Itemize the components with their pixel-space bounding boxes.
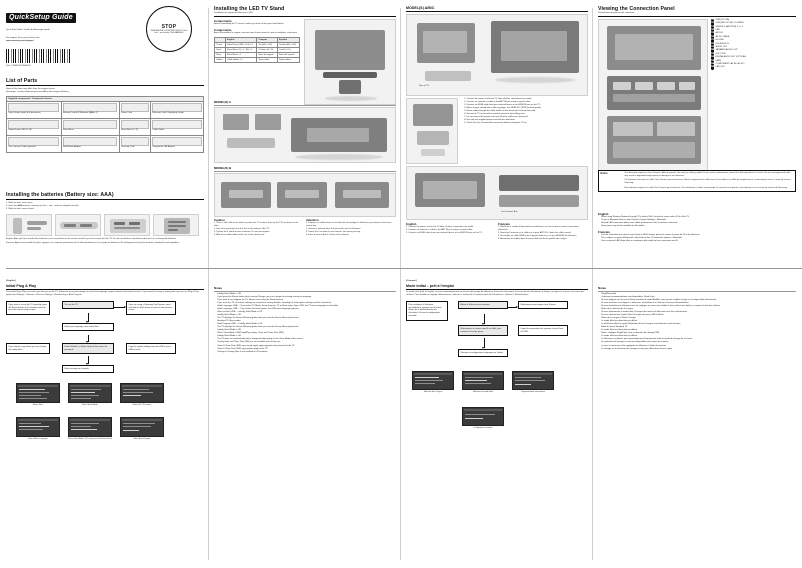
list-item: • Le clonage ou les données de clonage ne sont pas offerts dans tous les pays.	[601, 348, 796, 351]
remote-figure-1	[6, 214, 52, 236]
port-label: VOL-CTRL	[715, 52, 726, 55]
list-item: • The TV does not automatically detect equipment depending on the Clone Mode of the source.	[217, 338, 396, 341]
components-fr-sub: Avant d'assembler le support, assurez-vous d'avoir toutes les pièces indiquées ci-dessous.	[214, 31, 298, 34]
list-of-parts-section	[6, 78, 204, 153]
list-item: • Some ports may not be available on all models.	[601, 225, 796, 228]
caution-en-3: 3. Tighten the 4 stand screws clockwise. Do not over-tighten.	[214, 231, 270, 234]
rear-notes-fr-title: Français	[498, 222, 510, 226]
list-item: • Initially, Hotel Mode is Off.	[217, 293, 396, 296]
list-item: • Notes : réglages Plug&Play, clone et données de clonage (SW)	[601, 332, 796, 335]
foot-fr-list	[598, 234, 796, 243]
cell-es: Cuello (I / D)	[277, 48, 299, 53]
list-item: • Clone & Clone Data (SW) copy applies apply to the TV.	[217, 348, 396, 351]
column-3	[406, 0, 588, 568]
cell-en: Cable Holder x 1	[225, 58, 257, 63]
list-item: • When using Wireless Network through TV's built-in Wi-Fi, locate the router within 50 ft of the TV.	[601, 216, 796, 219]
list-item: • Notes de la Langue à l'hôtel à l'usage	[601, 317, 796, 320]
flow-step-turn-on: Turn on the TV.	[62, 301, 114, 309]
part-label: Quick Setup Guide (this document)	[8, 112, 41, 115]
one-connect-figure	[406, 166, 588, 220]
flow-fr-step-language: Sélectionnez votre langue, puis Suivant.	[518, 301, 568, 309]
part-label: Stand Neck (L / R)	[120, 129, 138, 132]
column-divider-3	[592, 8, 593, 560]
battery-caution-en: English: After you have installed the batteries, press any button on the remote control to pair the remote with the TV. Do not mix alkaline, standard (carbon-zinc) or rechargeable batteries.	[6, 238, 177, 241]
model-line: Quick Start Guide / Guide de démarrage rapide	[6, 29, 50, 31]
port-label: ANT IN	[715, 32, 723, 35]
port-label: COMPONENT / AV IN / AV IN 1	[715, 62, 745, 65]
connection-footnotes	[598, 212, 796, 243]
caution-fr-2: 2. Insérez la colonne dans la fente située sous le téléviseur.	[306, 228, 361, 231]
screen-fr-autoprogram	[512, 371, 554, 393]
list-item: • Le mode hôtel est désactivé par défaut.	[601, 329, 796, 332]
screen-fr-autoprogram-caption: Programmation automatique	[521, 390, 545, 393]
battery-step-1: 1. Slide the back cover open.	[6, 201, 33, 204]
list-item: • Hotel Program USB — Initially, Hotel Mode is Off.	[217, 323, 396, 326]
list-item: • A wired LAN connection offers more stable performance than a wireless connection.	[601, 222, 796, 225]
list-item	[601, 351, 796, 354]
notice-label: Notice	[600, 172, 608, 176]
caution-fr	[306, 218, 394, 237]
remote-figure-4	[153, 214, 199, 236]
column-divider-1	[208, 8, 209, 560]
caution-en-2: 2. Insert the stand neck into the slot on the bottom of the TV.	[214, 228, 270, 231]
part-label: Cable Holder	[152, 129, 165, 132]
port-number: 12	[711, 56, 714, 59]
flow-note-skip: If you skip the step above, you can change the setting later.	[6, 343, 50, 354]
screen-language	[16, 383, 60, 406]
list-item: • When to Hotel USB — Initially, Hotel Mode is Off.	[217, 311, 396, 314]
table-row	[215, 58, 300, 63]
flow-note-tip: If you are using a Samsung One Remote, press and hold the Back button to return to the previous screen.	[126, 301, 176, 314]
list-item: • Pour coupler un appareil Bluetooth, sélectionnez Son > Paramètres experts > Bluetooth.	[601, 237, 796, 240]
screen-fr-done-caption: Configuration terminée	[473, 426, 493, 429]
list-item: • 2. Connect an antenna or cable to the ANT IN jack using a coaxial cable.	[464, 101, 585, 104]
list-item: • When Clone Mode, USB Plug&Play setting, Clone and Clone Data (SW)	[217, 332, 396, 335]
list-item: • Initially, Hotel Mode is Off.	[217, 314, 396, 317]
pnp-notes-en-title: Notes	[214, 286, 223, 290]
remote-figure-3	[104, 214, 150, 236]
list-item: • La mise à niveau peut être appliquée au téléviseur à l'aide du terminal.	[601, 345, 796, 348]
screen-terms	[120, 417, 164, 440]
caution-en-title: Caution	[214, 218, 225, 222]
pnp-lang-en: [ English ]	[6, 280, 17, 282]
cell-part: Screw	[215, 43, 226, 48]
notice-box	[598, 170, 796, 192]
parts-table	[6, 96, 204, 153]
screen-hotel-caption: Select Hotel Mode.	[82, 403, 98, 406]
part-label: Component / AV Adapter	[152, 146, 176, 149]
rear-note-fr-2: 2. Branchez l'antenne ou le câble sur la prise ANT IN à l'aide d'un câble coaxial.	[498, 232, 572, 235]
caution-en	[214, 218, 302, 237]
port-number: 11	[711, 52, 714, 55]
rear-note-en-3: 3. Connect an HDMI cable from your external device to an HDMI IN port on the TV.	[406, 232, 483, 235]
notice-body-en: This television requires a One Connect cable to operate. Use only the cable provided. If you need a replacement, contact the Samsung Service Center. Use of a non-approved cable may result in degraded image quality or damage to the television.	[624, 172, 791, 178]
pnp-notes-en-section	[214, 286, 396, 354]
cell-fr: Colonne (G / D)	[257, 48, 277, 53]
parts-note-2: Remarque : certains éléments peuvent différer des images affichées.	[6, 90, 70, 93]
rear-notes-en-title: English	[406, 222, 417, 226]
barcode	[6, 49, 70, 63]
battery-caution-fr: Français: Après avoir installé les piles, appuyez sur n'importe quel bouton de la télécommande pour la coupler au téléviseur. Ne mélangez pas les piles alcalines, standard et rechargeables.	[6, 242, 180, 245]
battery-title: Installing the batteries (Battery size: AAA)	[6, 192, 114, 198]
column-2	[214, 0, 396, 568]
parts-table-header: Supplied components / Composants fournis	[7, 97, 204, 102]
list-item: • The TV displays the Screen Mirroring guide when you start the Screen Mirroring function.	[217, 317, 396, 320]
screen-language-caption: Select Start.	[32, 403, 44, 406]
screen-location-caption: Select the TV location.	[132, 403, 152, 406]
caution-fr-3: 3. Serrez les 4 vis dans le sens horaire. Ne serrez pas trop.	[306, 231, 361, 234]
list-item: • Si vous sélectionnez l'option hôtel, la langue du menu USB s'affiche.	[601, 314, 796, 317]
port-number: 6	[712, 35, 714, 38]
list-item: • Une connexion LAN filaire offre un rendement plus stable qu'une connexion sans fil.	[601, 240, 796, 243]
pnp-flow-en	[6, 299, 204, 451]
notice-body-fr: Ce téléviseur nécessite un câble One Connect pour fonctionner. Utilisez uniquement le câble fourni. Pour obtenir un câble de remplacement, communiquez avec le centre de service Samsung.	[624, 179, 791, 185]
cell-en: Stand Screw (M4 x L14) x 4	[225, 43, 257, 48]
col-head-es: Español	[277, 38, 299, 43]
cell-part: Holder	[215, 58, 226, 63]
cell-es: Tornillo (M4 x L14)	[277, 43, 299, 48]
pnp-notes-fr-title: Notes	[598, 286, 607, 290]
screen-fr-hotel-caption: Sélection du mode hôtel	[472, 390, 494, 393]
screen-fr-hotel	[462, 371, 504, 393]
remote-figure-2	[55, 214, 101, 236]
connection-port-list	[711, 19, 795, 171]
notice-heading	[600, 172, 622, 189]
part-label: Power Cord	[120, 112, 132, 115]
flow-step-network: Select Wireless or Wired network, then enter the password.	[62, 343, 114, 354]
stop-circle	[146, 6, 192, 52]
list-item: • Lors de l'utilisation d'un réseau sans fil par le Wi-Fi intégré, placez le routeur à moins de 15 m du téléviseur.	[601, 234, 796, 237]
part-label: Stand Base	[62, 129, 74, 132]
models-b-figure	[214, 173, 396, 217]
port-number: 5	[712, 32, 714, 35]
stand-assembly-figure	[304, 19, 396, 105]
cell-part: Base	[215, 53, 226, 58]
list-item: • If you press the Return button while running Change, you can change the existing country or language.	[217, 296, 396, 299]
list-item: • The TV displays the Screen Mirroring guide when you start the Screen Mirroring function.	[217, 326, 396, 329]
port-label: VARIABLE AUDIO OUT	[715, 49, 738, 52]
pnp-intro-en: The initial Plug & Play runs when you first turn on the TV. Follow the on-screen prompts to select the language, region, network and channel source. If you need to change a setting later, you can run Plug & Play again from Settings > General > Reset or Settings > Broadcasting > Auto Program.	[6, 291, 199, 297]
rear-note-fr-3: 3. Raccordez un câble HDMI entre l'appareil externe et un port HDMI IN du téléviseur.	[498, 235, 577, 238]
stand-title: Installing the LED TV Stand	[214, 6, 285, 12]
list-item: • Initially, Hotel Mode is Off.	[217, 329, 396, 332]
list-item: • Plug&Play initial	[601, 293, 796, 296]
list-item: • Si vous sélectionnez le mode hôtel, la langue des menus du téléviseur peut être sélectionnée.	[601, 311, 796, 314]
foot-en-title: English	[598, 212, 609, 216]
cell-fr: Serre-câble	[257, 58, 277, 63]
battery-step-2: 2. Insert two AAA batteries, making sure the + and – ends are aligned correctly.	[6, 204, 79, 207]
list-item: • Le mode hôtel est désactivé par défaut.	[601, 335, 796, 338]
rear-title: MODEL(S) A/B/C	[406, 6, 435, 10]
list-item: • Cloning or Cloning Data is not available in all countries.	[217, 351, 396, 354]
list-item: • Les données de clonage ne sont pas disponibles avec toutes les sources.	[601, 341, 796, 344]
cell-fr: Base du support	[257, 53, 277, 58]
port-number: 1	[712, 18, 714, 21]
pnp-notes-en-list	[214, 293, 396, 354]
support-line: For support, file or print, please visit:	[6, 37, 40, 40]
rear-note-en-2: 2. Connect an antenna or cable to the ANT IN jack using a coaxial cable.	[406, 229, 473, 232]
rear-figure-detail	[406, 98, 458, 164]
list-item: • Certaines recommandations sont disponibles : Mode Lock.	[601, 296, 796, 299]
list-item: • 4. When using a set-top box or Blu-ray player, use HDMI IN 1 (STB) for best quality.	[464, 107, 585, 110]
screen-terms-caption: Select Auto Program	[133, 437, 151, 440]
flow-step-usb-copy: Copy the system settings from the USB or use a USB to finish.	[126, 343, 176, 354]
screen-fr-language-caption: Sélection de la langue	[423, 390, 443, 393]
caution-fr-1: 1. Déposez un chiffon doux sur la table afin de protéger le téléviseur, puis placez l'écran face vers le bas.	[306, 222, 392, 228]
screen-fr-language	[412, 371, 454, 393]
rear-note-en-1: 1. Connect the power cord to the TV after all other connections are made.	[406, 226, 474, 228]
list-item: • If you reset the TV, all current settings are restored to factory defaults, including the hotel option settings and the channel list.	[217, 302, 396, 305]
port-label: DATA	[715, 59, 721, 62]
port-row	[711, 66, 795, 69]
list-item: • Standard TV Menu mode.	[217, 320, 396, 323]
pnp-title-fr: Mode initial – prêt à l'emploi	[406, 283, 454, 288]
screen-hotel-mode	[68, 383, 112, 406]
list-item: • 7. Do not connect the power cord until all other cables are connected.	[464, 116, 585, 119]
support-url[interactable]: www.samsung.com/support	[6, 40, 34, 43]
list-item: • Si vous réinitialisez le téléviseur, tous les réglages en cours sont rétablis à leurs valeurs par défaut, y compris la liste des chaînes.	[601, 305, 796, 308]
connection-subtitle: Présentation du panneau de connexion	[598, 12, 635, 14]
port-number: 3	[712, 25, 714, 28]
caution-fr-4: 4. Fixez le serre-câble à l'arrière de la colonne.	[306, 234, 350, 237]
flow-fr-step-finish: Terminez la configuration et appuyez sur Quitter.	[458, 349, 508, 357]
port-label: USB (HDD 5V 1A) / CLONING	[715, 22, 744, 25]
flow-note-start: If you want to set up the TV manually, press the Return button on the remote control to go to the manual setup screen.	[6, 301, 50, 314]
column-divider-2	[400, 8, 401, 560]
brand-logo: QuickSetup Guide	[6, 13, 76, 24]
part-label: One Connect Cable (optional)	[8, 146, 36, 149]
cell-en: Stand Neck (L) x 1 / (R) x 1	[225, 48, 257, 53]
rear-note-fr-1: 1. Branchez le cordon d'alimentation au téléviseur une fois toutes les autres connexions effectuées.	[498, 226, 579, 232]
rear-figure-caption-1: Rear of TV	[419, 84, 430, 87]
list-item: • Mode du menu Standard TV.	[601, 326, 796, 329]
list-item: • Clone & Clone Data (SW) copy stored apply, apply upgrade using terminal to the TV.	[217, 345, 396, 348]
list-item: • Le mode hôtel est désactivé par défaut.	[601, 320, 796, 323]
cell-fr: Vis (M4 x L14)	[257, 43, 277, 48]
list-item: • To pair a Bluetooth device, select Sound > Expert Settings > Bluetooth.	[601, 219, 796, 222]
port-label: DVI AUDIO IN	[715, 42, 729, 45]
port-label: LAN OUT	[715, 66, 725, 69]
list-item: • If you want to re-configure the TV, please reset using the Reset function.	[217, 299, 396, 302]
components-fr-heading: Composants	[214, 27, 232, 32]
list-item: • Si vous souhaitez reconfigurer le téléviseur, réinitialisez-le à l'aide de la fonction Réinitialisation.	[601, 302, 796, 305]
part-number: Part #: BN68-XXXXXA-XX	[6, 64, 31, 67]
connection-title: Viewing the Connection Panel	[598, 6, 675, 12]
stand-models-a	[214, 100, 396, 163]
connection-panel-figure	[598, 19, 708, 171]
pnp-notes-fr-section	[598, 286, 796, 354]
foot-en-list	[598, 216, 796, 228]
models-b-title: MODEL(S) B	[214, 166, 232, 170]
list-item: • 8. Use only the supplied power cord with this television.	[464, 119, 585, 122]
rear-notes-en	[406, 222, 494, 241]
masthead	[6, 6, 126, 68]
list-item: • Si vous appuyez sur la touche Retour pendant le mode Modifier, vous pouvez modifier le pays ou la langue déjà sélectionnés.	[601, 299, 796, 302]
pnp-title-en: Initial Plug & Play	[6, 283, 37, 288]
screen-antenna-caption: Select Menu Language	[28, 437, 48, 440]
part-label: Stand Screws (M4 x L14)	[8, 129, 32, 132]
notice-body-es: Este televisor requiere un cable One Connect para funcionar. Use solamente el cable suministrado. Si necesita un repuesto, comuníquese con el centro de servicio de Samsung.	[624, 186, 788, 189]
stand-section	[214, 6, 396, 105]
models-a-title: MODEL(S) A	[214, 100, 232, 104]
list-item: • Le téléviseur ne détecte pas automatiquement l'équipement selon le mode de clonage de la source.	[601, 338, 796, 341]
port-number: 15	[711, 66, 714, 69]
screen-source-caption: Select Hotel Mode, ON, and press the Return button	[68, 437, 112, 440]
port-label: DIGITAL AUDIO OUT (OPTICAL)	[715, 56, 747, 59]
port-label: HDMI IN 1 (ARC/STB) 2, 3, 4	[715, 25, 743, 28]
battery-section	[6, 192, 204, 245]
caution-en-4: 4. Attach the cable holder to the rear of the stand neck.	[214, 234, 265, 237]
rear-notes-row	[406, 98, 588, 164]
port-label: AUDIO OUT	[715, 45, 728, 48]
plug-and-play-en-section	[6, 280, 204, 451]
col-head-fr: Français	[257, 38, 277, 43]
cell-es: Sujetacables	[277, 58, 299, 63]
stand-components-table	[214, 37, 300, 63]
components-en-sub: Before assembling the TV stand, confirm you have all the parts listed below.	[214, 22, 284, 25]
column-1	[6, 0, 204, 568]
flow-fr-step-network: Sélectionnez un réseau sans fil ou câblé, puis saisissez le mot de passe.	[458, 325, 508, 336]
stop-word: STOP	[161, 23, 177, 30]
port-number: 7	[712, 39, 714, 42]
rear-note-fr-4: 4. Acheminez les câbles dans le serre-câble afin de les garder bien rangés.	[498, 238, 568, 241]
part-label: Wall Mount Adapter	[62, 146, 81, 149]
stand-cautions	[214, 218, 396, 237]
list-item: • Hotel Language: USB — If you select the Hotel option, the USB menu language appears.	[217, 308, 396, 311]
port-number: 10	[711, 49, 714, 52]
stand-models-b	[214, 166, 396, 217]
list-item: • 5. Route cables through the cable holder on the stand neck to keep them tidy.	[464, 110, 585, 113]
caution-fr-title: Attention	[306, 218, 319, 222]
cell-part: Neck	[215, 48, 226, 53]
rear-panel-section	[406, 6, 588, 220]
stand-title-fr: Installation du support du téléviseur à DEL	[214, 12, 254, 14]
list-item: • Notes de la sélection de la Langue	[601, 308, 796, 311]
list-item: • 3. Connect an HDMI cable from your external device to an HDMI IN port on the TV.	[464, 104, 585, 107]
port-number: 8	[712, 42, 714, 45]
part-label: Remote Control & Batteries (AAA x 2)	[62, 112, 98, 115]
flow-step-language: Select your language, then select Next.	[62, 323, 114, 331]
screen-source	[68, 417, 112, 440]
cell-en: Stand Base x 1	[225, 53, 257, 58]
port-number: 14	[711, 62, 714, 65]
list-item: • 9. Check the One Connect Box connection before turning the TV on.	[464, 122, 585, 125]
battery-step-3: 3. Slide the back cover closed.	[6, 207, 35, 210]
screen-fr-done	[462, 407, 504, 429]
rear-notes-list	[461, 98, 585, 164]
pnp-flow-fr	[406, 299, 588, 449]
components-en-heading: Components	[214, 18, 232, 23]
list-item: • Le téléviseur affiche le guide Réplication d'écran lorsque vous démarrez cette fonction.	[601, 323, 796, 326]
port-label: EX-LINK	[715, 39, 724, 42]
list-item: • Initially, Hotel Mode is Off.	[217, 335, 396, 338]
col-head-en: English	[225, 38, 257, 43]
rear-figure-caption-2: One Connect Box	[501, 210, 518, 213]
connection-panel-section	[598, 6, 796, 171]
stand-components-text	[214, 19, 300, 105]
port-label: USB (5V 0.5A)	[715, 18, 730, 21]
rear-notes-fr	[498, 222, 586, 241]
caution-en-1: 1. Place a soft cloth on the table to protect the TV surface, then lay the TV face down on the cloth.	[214, 222, 299, 228]
flow-fr-step-power: Mettez le téléviseur sous tension.	[458, 301, 508, 309]
pnp-notes-fr-list	[598, 293, 796, 354]
list-item: • 6. Secure the TV to the wall or stand to prevent it from falling over.	[464, 113, 585, 116]
port-label: LAN	[715, 28, 720, 31]
port-number: 2	[712, 22, 714, 25]
stop-caption: THINK BEFORE YOU RETURN THIS TV! Call us first — we can help! 1-800-SAMSUNG	[150, 29, 188, 34]
port-number: 13	[711, 59, 714, 62]
cell-es: Base del soporte	[277, 53, 299, 58]
flow-fr-step-usb: Copiez les paramètres du système à partir d'une clé USB.	[518, 325, 568, 336]
pnp-intro-fr: Le mode initial (prêt à l'emploi) se lance automatiquement au premier démarrage du téléviseur. Suivez les instructions à l'écran afin de sélectionner la langue, la région, le réseau et la source des chaînes. Pour modifier un réglage ultérieurement, relancez le mode prêt à l'emploi à partir de Paramètres > Général > Réinitialisation.	[406, 291, 585, 297]
stop-notice	[146, 6, 192, 52]
list-of-parts-title: List of Parts	[6, 78, 38, 84]
rear-notes-langs	[406, 222, 588, 241]
models-a-figure	[214, 107, 396, 163]
flow-fr-note-start: Pour configurer le téléviseur manuellement, appuyez sur la touche Retour de la télécommande afin d'accéder à l'écran de configuration manuelle.	[406, 301, 448, 320]
port-number: 4	[712, 28, 714, 31]
list-item: • Cloning Data and Clone Data (SW) are not available with all sources.	[217, 341, 396, 344]
screen-location	[120, 383, 164, 406]
part-label: Cleaning Cloth	[120, 146, 135, 149]
list-item: • Hotel Language: USB — If you select TV Mode, Setup From the TV to Hotel option Type: USB, the TV menu language is selectable.	[217, 305, 396, 308]
screen-antenna	[16, 417, 60, 440]
list-item: • 1. Connect the power cord to the TV after all other connections are made.	[464, 98, 585, 101]
foot-fr-title: Français	[598, 230, 610, 235]
rear-figure-top	[406, 14, 588, 96]
parts-note-1: Some of the items may differ from the images shown.	[6, 87, 56, 90]
port-label: AV IN / CABLE	[715, 35, 730, 38]
column-4	[598, 0, 796, 568]
plug-and-play-fr-section	[406, 280, 588, 449]
port-number: 9	[712, 45, 714, 48]
flow-step-scan: Start scanning for channels.	[62, 365, 114, 373]
part-label: Warranty Card / Regulatory Guide	[152, 112, 184, 115]
pnp-lang-fr: [ Français ]	[406, 280, 418, 282]
